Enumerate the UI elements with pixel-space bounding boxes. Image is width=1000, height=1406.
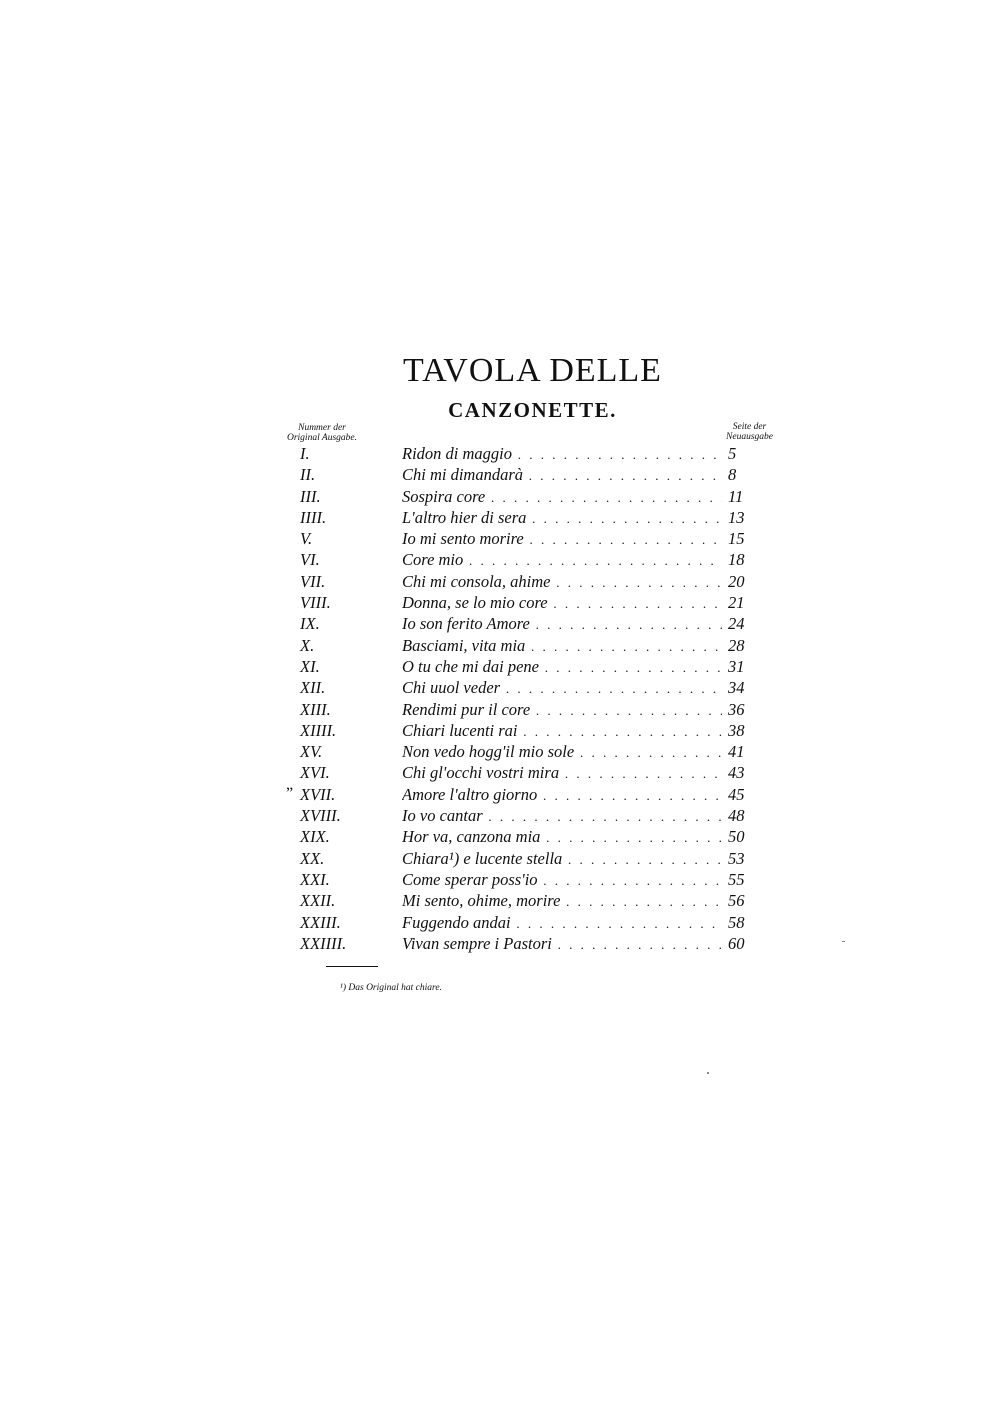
page-title: TAVOLA DELLE (403, 352, 662, 389)
toc-row (0, 508, 1000, 529)
toc-title: Donna, se lo mio core . . . (402, 593, 722, 613)
toc-number: XII. (300, 678, 326, 698)
toc-number: VI. (300, 550, 320, 570)
toc-row (0, 700, 1000, 721)
toc-title: Amore l'altro giorno . . . (402, 785, 722, 805)
toc-page-number: 28 (728, 635, 745, 655)
toc-row (0, 487, 1000, 508)
toc-title: Come sperar poss'io . . . (402, 870, 722, 890)
toc-page-number: 38 (728, 720, 745, 740)
toc-number: XXI. (300, 869, 330, 889)
toc-row (0, 636, 1000, 657)
toc-page-number: 11 (728, 486, 744, 506)
toc-page-number: 34 (728, 678, 745, 698)
page-subtitle: CANZONETTE. (448, 398, 617, 422)
toc-page-number: 20 (728, 571, 745, 591)
toc-title: O tu che mi dai pene . . . (402, 657, 722, 677)
toc-row (0, 593, 1000, 614)
toc-title: Mi sento, ohime, morire . . . (402, 891, 722, 911)
toc-number: II. (300, 465, 316, 485)
toc-title: Chi mi dimandarà . . . (402, 465, 722, 485)
toc-title: Core mio . . . (402, 550, 722, 570)
toc-number: XVIII. (300, 806, 341, 826)
toc-number: III. (300, 486, 321, 506)
toc-title: Non vedo hogg'il mio sole . . . (402, 742, 722, 762)
toc-number: XIX. (300, 827, 330, 847)
toc-title: Ridon di maggio . . . (402, 444, 722, 464)
toc-page-number: 41 (728, 742, 745, 762)
toc-row (0, 465, 1000, 486)
toc-number: XVII. (300, 784, 336, 804)
toc-page-number: 24 (728, 614, 745, 634)
toc-title: Io mi sento morire . . . (402, 529, 722, 549)
toc-number: XI. (300, 656, 320, 676)
toc-page-number: 50 (728, 827, 745, 847)
toc-row (0, 572, 1000, 593)
toc-page-number: 58 (728, 912, 745, 932)
toc-number: XIIII. (300, 720, 337, 740)
toc-title: Chi gl'occhi vostri mira . . . (402, 763, 722, 783)
toc-row (0, 678, 1000, 699)
toc-number: XX. (300, 848, 325, 868)
toc-number: X. (300, 635, 315, 655)
toc-title: Chiari lucenti rai . . . (402, 721, 722, 741)
toc-page-number: 21 (728, 593, 745, 613)
toc-row (0, 657, 1000, 678)
toc-title: Hor va, canzona mia . . . (402, 827, 722, 847)
margin-mark: ” (286, 784, 294, 802)
toc-page-number: 8 (728, 465, 737, 485)
toc-title: Vivan sempre i Pastori . . . (402, 934, 722, 954)
toc-title: L'altro hier di sera . . . (402, 508, 722, 528)
toc-row (0, 721, 1000, 742)
toc-number: VII. (300, 571, 326, 591)
toc-page-number: 60 (728, 933, 745, 953)
column-header-new-page (712, 422, 787, 442)
toc-page-number: 45 (728, 784, 745, 804)
table-of-contents (0, 444, 1000, 955)
toc-page-number: 48 (728, 806, 745, 826)
toc-number: XIII. (300, 699, 331, 719)
footnote-rule (326, 966, 378, 967)
toc-title: Rendimi pur il core . . . (402, 700, 722, 720)
toc-title: Basciami, vita mia . . . (402, 636, 722, 656)
column-header-line: Neuausgabe (726, 432, 773, 442)
column-header-original-number (262, 423, 382, 443)
toc-row (0, 870, 1000, 891)
toc-title: Chi uuol veder . . . (402, 678, 722, 698)
scan-speck (707, 1072, 709, 1074)
toc-page-number: 13 (728, 507, 745, 527)
toc-page-number: 55 (728, 869, 745, 889)
toc-row (0, 827, 1000, 848)
toc-number: XXII. (300, 891, 336, 911)
toc-title: Io vo cantar . . . (402, 806, 722, 826)
toc-page-number: 18 (728, 550, 745, 570)
toc-row (0, 913, 1000, 934)
toc-row (0, 891, 1000, 912)
toc-page-number: 36 (728, 699, 745, 719)
toc-number: XVI. (300, 763, 330, 783)
toc-number: I. (300, 444, 310, 463)
toc-row (0, 742, 1000, 763)
toc-row (0, 806, 1000, 827)
toc-row (0, 529, 1000, 550)
toc-number: XXIII. (300, 912, 341, 932)
toc-page-number: 15 (728, 529, 745, 549)
column-header-line: Nummer der (298, 423, 346, 433)
column-header-line: Seite der (732, 422, 767, 432)
toc-title: Io son ferito Amore . . . (402, 614, 722, 634)
toc-row (0, 614, 1000, 635)
toc-number: IX. (300, 614, 320, 634)
toc-number: XV. (300, 742, 323, 762)
toc-number: IIII. (300, 507, 327, 527)
toc-title: Chi mi consola, ahime . . . (402, 572, 722, 592)
toc-page-number: 5 (728, 444, 737, 463)
scan-speck (842, 941, 845, 942)
toc-row (0, 444, 1000, 465)
toc-row (0, 849, 1000, 870)
toc-page-number: 56 (728, 891, 745, 911)
toc-page-number: 31 (728, 656, 745, 676)
toc-number: XXIIII. (300, 933, 347, 953)
toc-title: Chiara¹) e lucente stella . . . (402, 849, 722, 869)
toc-number: V. (300, 529, 313, 549)
toc-row (0, 550, 1000, 571)
toc-row (0, 763, 1000, 784)
toc-page-number: 53 (728, 848, 745, 868)
toc-title: Sospira core . . . (402, 487, 722, 507)
footnote: ¹) Das Original hat chiare. (340, 983, 442, 993)
toc-number: VIII. (300, 593, 331, 613)
toc-row (0, 934, 1000, 955)
toc-row (0, 785, 1000, 806)
toc-title: Fuggendo andai . . . (402, 913, 722, 933)
toc-page-number: 43 (728, 763, 745, 783)
column-header-line: Original Ausgabe. (286, 433, 358, 443)
